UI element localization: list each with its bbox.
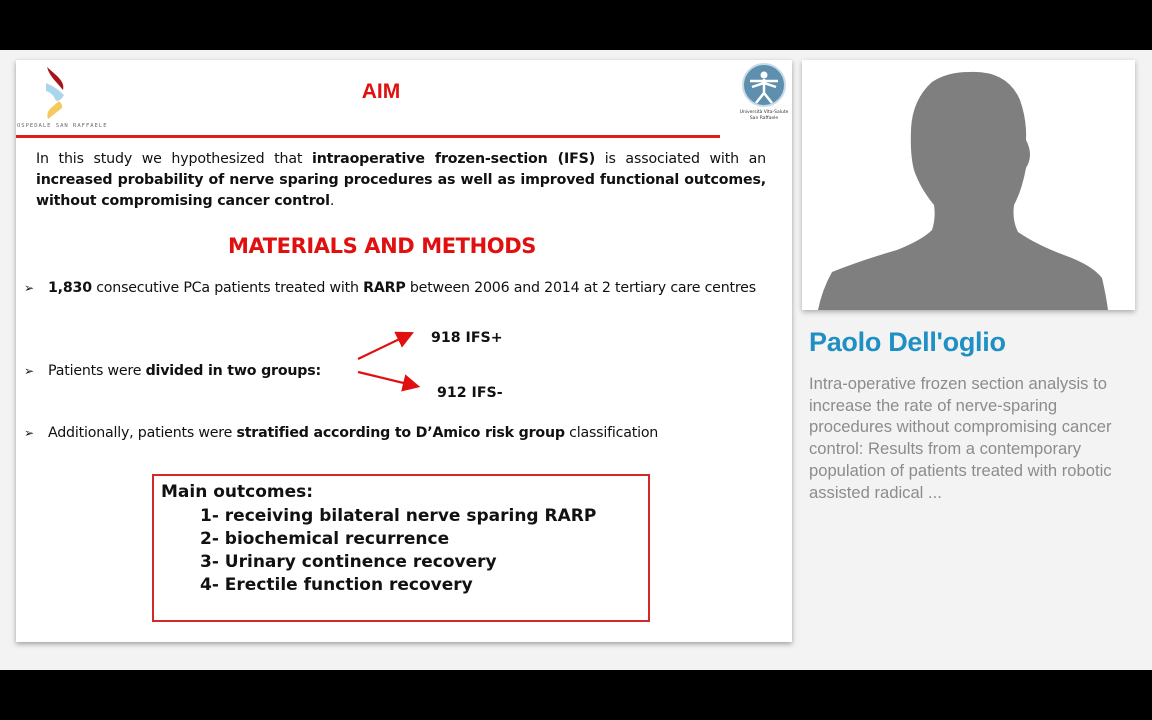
bullet-bold: divided in two groups: [145,363,321,379]
bullet-item [24,361,364,382]
intro-text: is associated with an [595,151,767,167]
section-title: MATERIALS AND METHODS [228,234,536,258]
intro-bold: increased probability of nerve sparing procedures as well as improved functional outcomes, without compromising cancer control [36,172,766,209]
intro-text: In this study we hypothesized that [36,151,313,167]
outcome-item: 1- receiving bilateral nerve sparing RARP [200,506,597,526]
bullet-text: consecutive PCa patients treated with [91,280,364,296]
speaker-name: Paolo Dell'oglio [809,327,1006,357]
slide [16,60,792,642]
bullet-item [24,278,776,299]
main-outcomes-box [152,474,650,622]
vitruvian-man-icon [738,63,790,121]
group-ifs-negative: 912 IFS- [437,385,503,401]
person-silhouette-icon [802,60,1135,310]
talk-description: Intra-operative frozen section analysis to increase the rate of nerve-sparing procedures without compromising cancer control: Results from a contemporary population of patients treated with robotic assisted radical ... [809,374,1112,502]
bullet-text: Patients were [48,363,146,379]
outcome-item: 2- biochemical recurrence [200,529,450,549]
ribbon-logo-icon [16,63,106,123]
ospedale-san-raffaele-logo [16,63,106,133]
bullet-text: classification [564,425,659,441]
split-arrows-icon [352,330,432,410]
intro-text: . [329,193,335,209]
svg-text:Università Vita-Salute: Università Vita-Salute [739,110,789,115]
aim-paragraph [36,149,766,212]
outcomes-title: Main outcomes: [161,482,314,502]
bullet-bold: 1,830 [48,280,92,296]
title-divider [16,135,720,138]
bullet-bold: stratified according to D’Amico risk group [236,425,565,441]
bullet-text: between 2006 and 2014 at 2 tertiary care centres [405,280,756,296]
outcome-item: 3- Urinary continence recovery [200,552,497,572]
intro-bold: intraoperative frozen-section (IFS) [312,151,596,167]
arrow-bullet-icon: ➢ [24,426,34,440]
arrow-bullet-icon: ➢ [24,281,34,295]
university-vita-salute-logo [738,63,790,121]
logo-left-text: OSPEDALE SAN RAFFAELE [17,123,108,129]
outcomes-list [200,505,596,597]
speaker-photo [802,60,1135,310]
bullet-item [24,423,776,444]
slide-title: AIM [361,80,401,103]
bullet-text: Additionally, patients were [48,425,237,441]
presentation-stage [0,50,1152,670]
bullet-bold: RARP [363,280,406,296]
svg-text:San Raffaele: San Raffaele [749,116,779,121]
arrow-bullet-icon: ➢ [24,364,34,378]
outcome-item: 4- Erectile function recovery [200,575,473,595]
group-ifs-positive: 918 IFS+ [431,330,503,346]
